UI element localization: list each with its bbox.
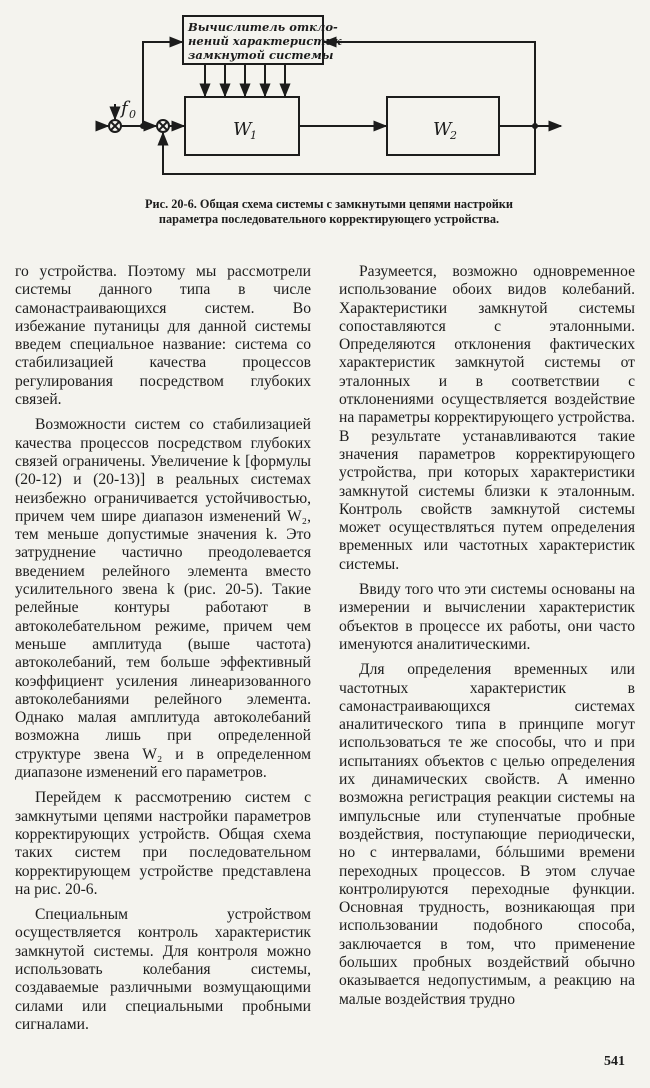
left-paragraph-2: Возможности систем со стабилизацией качества процессов посредством глубоких связей ограничены. Увеличение k [формулы (20-12) и (20-13)] в реальных системах неизбежно ограничивается устойчивостью, причем чем шире диапазон изменений W₂, тем меньше допустимые значения k. Это затруднение частично преодолевается введением релейного элемента вместо усилительного звена k (рис. 20-5). Такие релейные контуры работают в автоколебательном режиме, причем чем меньше амплитуда (выше частота) автоколебаний, тем больше эффективный коэффициент усиления линеаризованного автоколебаниями релейного элемента. Однако малая амплитуда автоколебаний возможна лишь при определенной структуре звена W₂ и в определенном диапазоне изменений его параметров. <box>15 416 311 782</box>
figure-caption: Рис. 20-6. Общая схема системы с замкнутыми цепями настройки параметра последовательного корректирующего устройства. <box>145 197 513 226</box>
w1-label: W <box>233 119 252 140</box>
right-column <box>339 263 635 1016</box>
left-paragraph-4: Специальным устройством осуществляется контроль характеристик замкнутой системы. Для контроля можно использовать колебания системы, создаваемые различными возмущающими силами или специальными пробными сигналами. <box>15 906 311 1033</box>
calc-line-1: Вычислитель откло- <box>188 20 338 34</box>
left-paragraph-1: го устройства. Поэтому мы рассмотрели системы данного типа в числе самонастраивающихся систем. Во избежание путаницы для данной системы введем специальное название: система со стабилизацией качества процессов регулирования посредством глубоких связей. <box>15 263 311 409</box>
feedback-loop <box>163 126 535 174</box>
input-label-sub: 0 <box>129 108 136 121</box>
w2-sub: 2 <box>450 129 457 142</box>
right-paragraph-3: Для определения временных или частотных характеристик в самонастраивающихся системах аналитического типа в принципе могут использоваться те же способы, что и при испытаниях объектов с целью определения их динамических свойств. А именно возможна регистрация реакции системы на импульсные или ступенчатые пробные воздействия, поступающие периодически, но с интервалами, бóльшими времени переходных процессов. В этом случае контролируются переходные функции. Основная трудность, возникающая при использовании подобного способа, заключается в том, что применение больших пробных воздействий обычно оказывается недопустимым, а реакцию на малые воздействия трудно <box>339 661 635 1008</box>
right-paragraph-2: Ввиду того что эти системы основаны на измерении и вычислении характеристик объектов в процессе их работы, они часто именуются аналитическими. <box>339 581 635 653</box>
right-paragraph-1: Разумеется, возможно одновременное использование обоих видов колебаний. Характеристики замкнутой системы сопоставляются с эталонными. Определяются отклонения фактических характеристик замкнутой системы от эталонных и в соответствии с отклонениями осуществляется воздействие на параметры корректирующего устройства. В результате устанавливаются такие значения параметров корректирующего устройства, при которых характеристики замкнутой системы близки к эталонным. Контроль свойств замкнутой системы может осуществляться путем определения временных или частотных характеристик системы. <box>339 263 635 573</box>
calc-line-2: нений характеристик <box>188 34 342 48</box>
left-column <box>15 263 311 1041</box>
w2-label: W <box>433 119 452 140</box>
block-diagram <box>95 12 565 190</box>
page-number: 541 <box>604 1054 625 1069</box>
w1-sub: 1 <box>250 129 257 142</box>
block-diagram-figure <box>95 12 565 190</box>
input-label-f: f <box>121 98 128 119</box>
left-paragraph-3: Перейдем к рассмотрению систем с замкнутыми цепями настройки параметров корректирующих устройств. Общая схема таких систем при последовательном корректирующем устройстве представлена на рис. 20-6. <box>15 789 311 898</box>
calc-line-3: замкнутой системы <box>188 48 334 62</box>
